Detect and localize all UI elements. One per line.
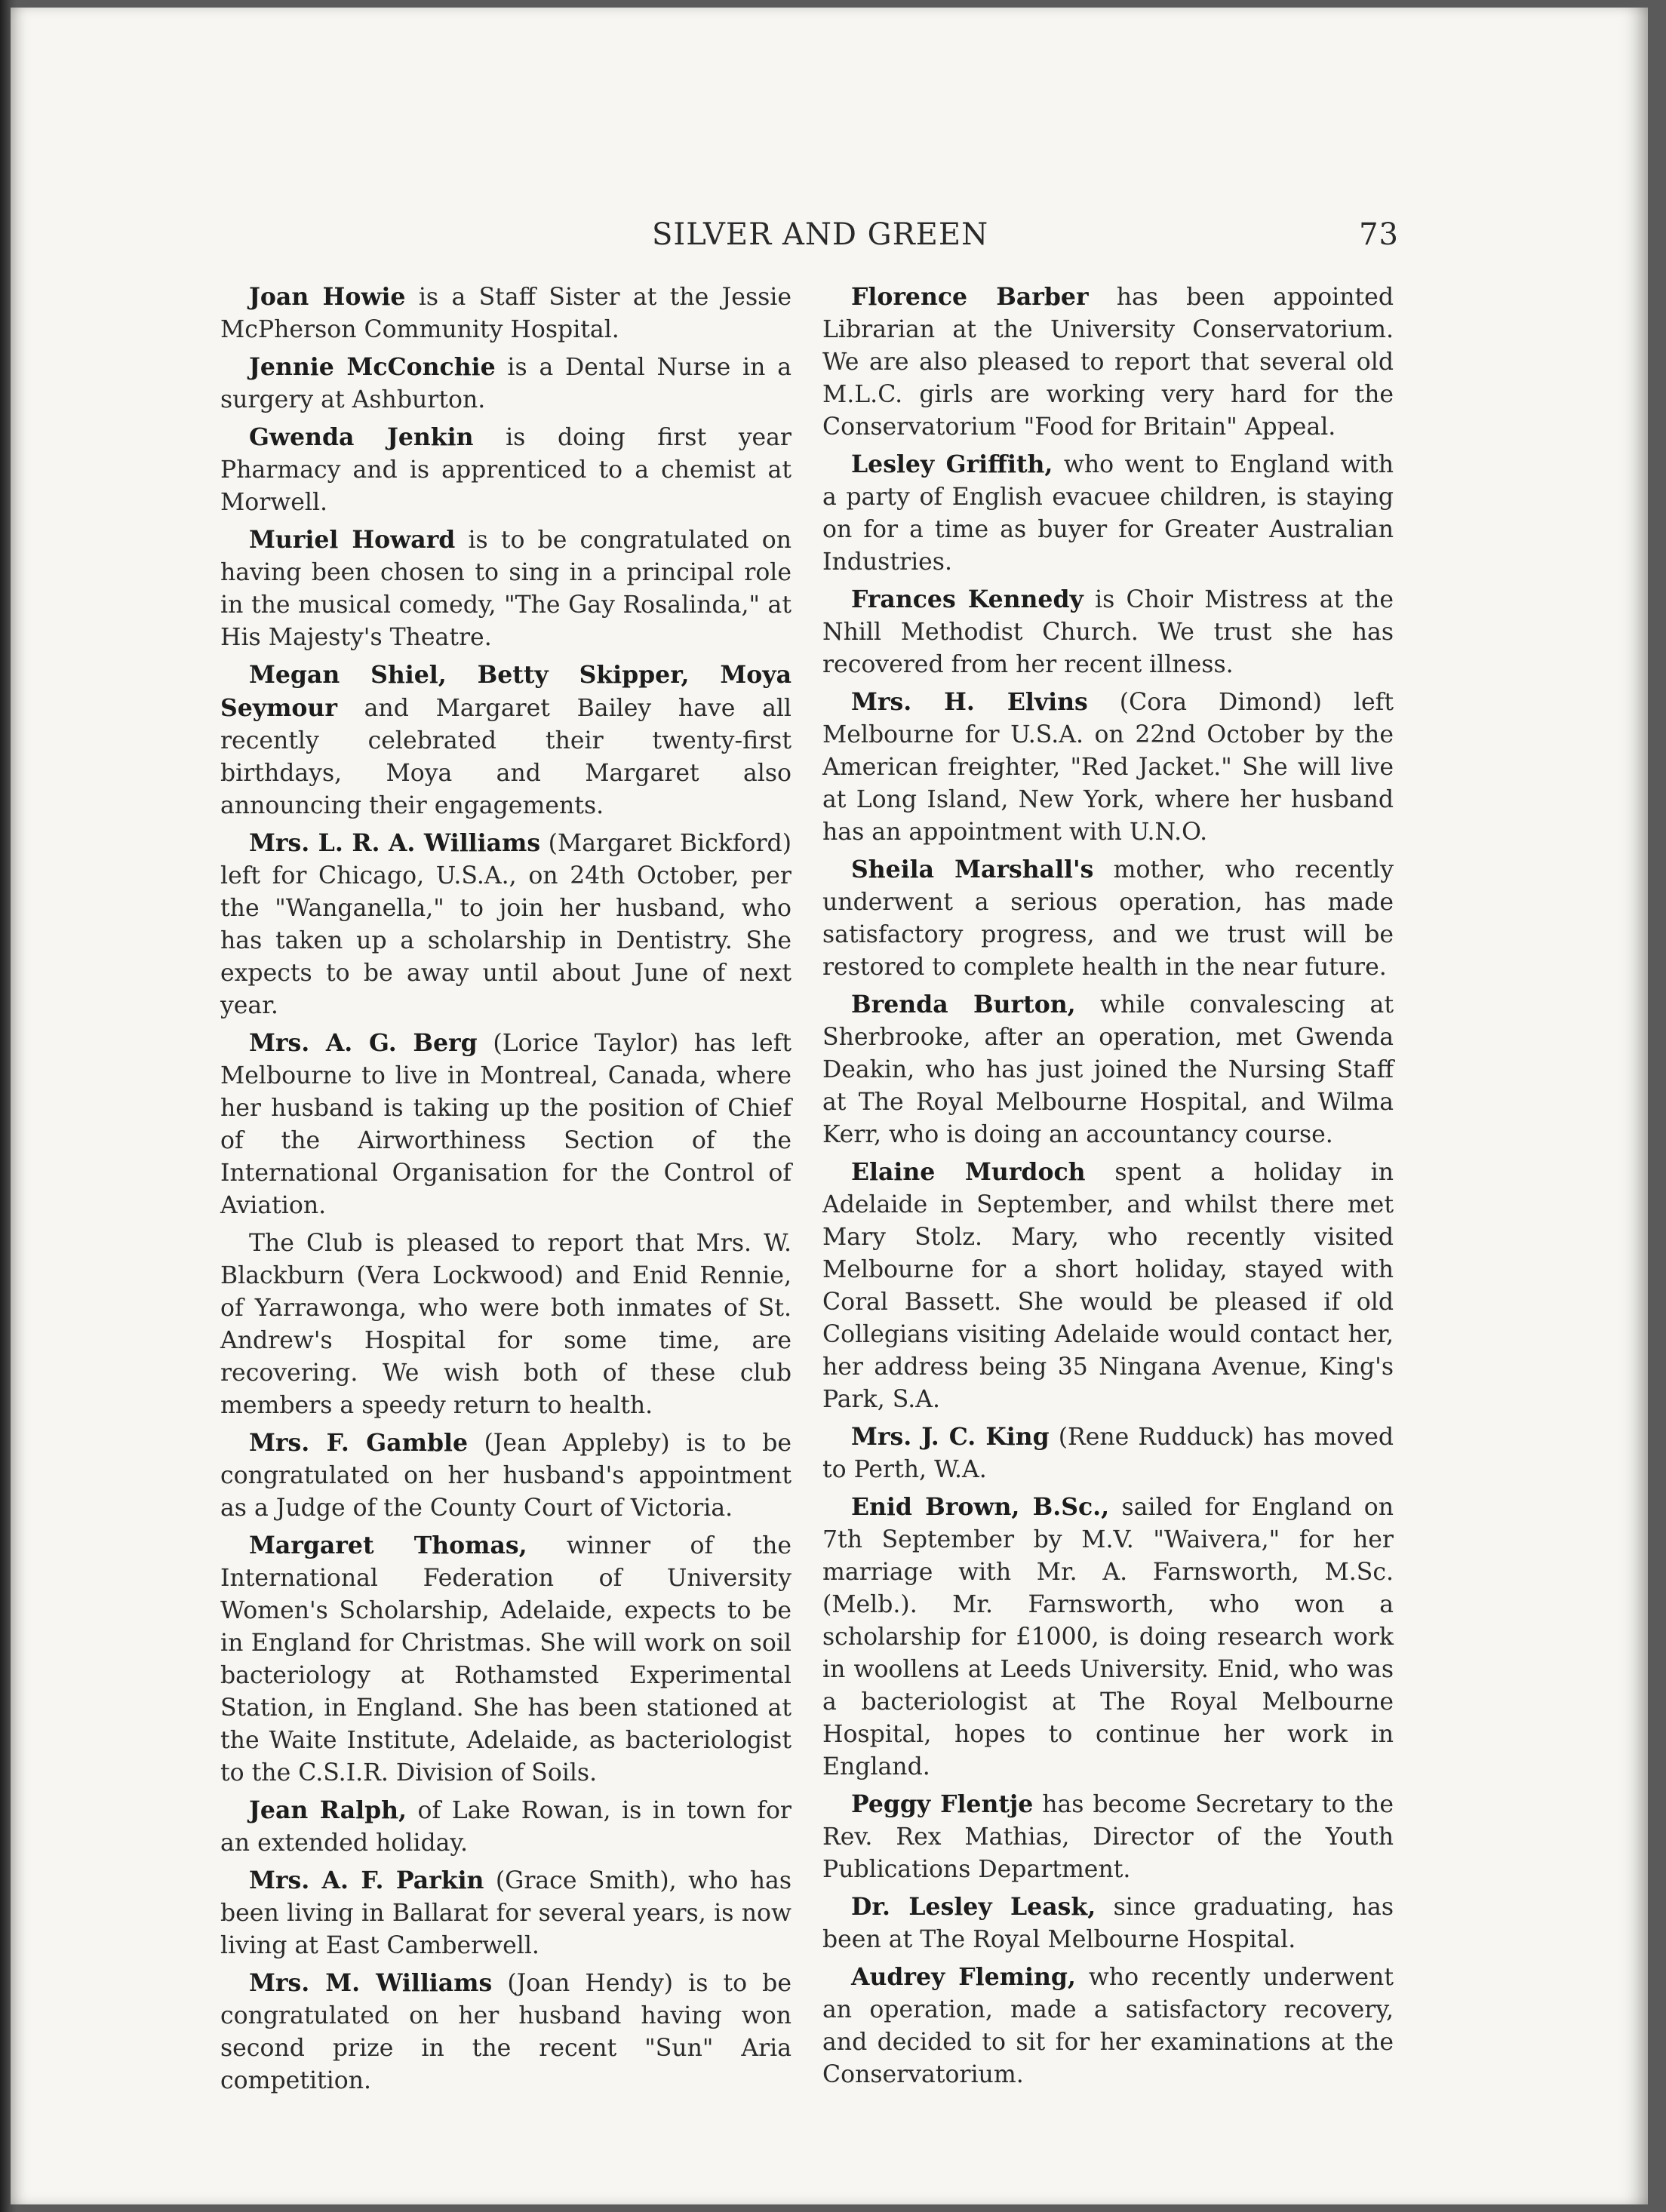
news-text: mother, who recently underwent a serious operation, has made satisfactory progress, and we trust will be restored to complete health in the near future. (822, 856, 1394, 981)
news-text: sailed for England on 7th September by M.V. "Waivera," for her marriage with Mr. A. Farnsworth, M.Sc. (Melb.). Mr. Farnsworth, who won a scholarship for £1000, is doing research work in woollens at Leeds University. Enid, who was a bacteriologist at The Royal Melbourne Hospital, hopes to continue her work in England. (822, 1494, 1394, 1780)
news-text: (Rene Rudduck) has moved to Perth, W.A. (822, 1424, 1394, 1483)
person-name: Megan Shiel, Betty Skipper, Moya Seymour (220, 661, 792, 722)
news-item (220, 421, 792, 519)
person-name: Peggy Flentje (851, 1790, 1034, 1818)
person-name: Margaret Thomas, (249, 1532, 527, 1559)
person-name: Frances Kennedy (851, 585, 1084, 613)
news-item (220, 524, 792, 654)
news-text: who recently underwent an operation, made a satisfactory recovery, and decided to sit for her examinations at the Conservatorium. (822, 1964, 1394, 2088)
news-text: and Margaret Bailey have all recently celebrated their twenty-first birthdays, Moya and Margaret also announcing their engagements. (220, 695, 792, 819)
news-text: is doing first year Pharmacy and is apprenticed to a chemist at Morwell. (220, 424, 792, 516)
news-item (220, 1027, 792, 1222)
person-name: Brenda Burton, (851, 991, 1076, 1018)
news-item (822, 853, 1394, 984)
news-item (220, 1427, 792, 1525)
person-name: Florence Barber (851, 283, 1089, 311)
news-text: is a Staff Sister at the Jessie McPherson Community Hospital. (220, 284, 792, 343)
news-text: (Cora Dimond) left Melbourne for U.S.A. on 22nd October by the American freighter, "Red Jacket." She will live at Long Island, New York, where her husband has an appointment with U.N.O. (822, 689, 1394, 846)
running-title: SILVER AND GREEN (652, 217, 989, 252)
news-text: since graduating, has been at The Royal Melbourne Hospital. (822, 1894, 1394, 1953)
news-item (220, 1967, 792, 2097)
news-text: while convalescing at Sherbrooke, after an operation, met Gwenda Deakin, who has just joined the Nursing Staff at The Royal Melbourne Hospital, and Wilma Kerr, who is doing an accountancy course. (822, 991, 1394, 1148)
news-text: (Jean Appleby) is to be congratulated on her husband's appointment as a Judge of the County Court of Victoria. (220, 1430, 792, 1522)
news-item (822, 583, 1394, 681)
news-text: The Club is pleased to report that Mrs. W. Blackburn (Vera Lockwood) and Enid Rennie, of Yarrawonga, who were both inmates of St. Andrew's Hospital for some time, are recovering. We wish both of these club members a speedy return to health. (220, 1230, 792, 1419)
news-text: spent a holiday in Adelaide in September, and whilst there met Mary Stolz. Mary, who recently visited Melbourne for a short holiday, stayed with Coral Bassett. She would be pleased if old Collegians visiting Adelaide would contact her, her address being 35 Ningana Avenue, King's Park, S.A. (822, 1159, 1394, 1413)
person-name: Mrs. F. Gamble (249, 1429, 468, 1457)
news-text: is Choir Mistress at the Nhill Methodist Church. We trust she has recovered from her recent illness. (822, 586, 1394, 678)
news-item (220, 1864, 792, 1962)
news-item (220, 1227, 792, 1422)
person-name: Mrs. H. Elvins (851, 688, 1088, 716)
news-item (220, 1794, 792, 1860)
news-item (822, 686, 1394, 849)
person-name: Jean Ralph, (249, 1796, 407, 1824)
news-text: who went to England with a party of English evacuee children, is staying on for a time as buyer for Greater Australian Industries. (822, 451, 1394, 576)
person-name: Elaine Murdoch (851, 1158, 1086, 1186)
news-text: has become Secretary to the Rev. Rex Mathias, Director of the Youth Publications Department. (822, 1791, 1394, 1883)
person-name: Audrey Fleming, (851, 1963, 1076, 1991)
news-item (220, 351, 792, 416)
page-number: 73 (1359, 217, 1399, 252)
news-item (822, 281, 1394, 444)
news-text: (Margaret Bickford) left for Chicago, U.S.A., on 24th October, per the "Wanganella," to join her husband, who has taken up a scholarship in Dentistry. She expects to be away until about June of next year. (220, 830, 792, 1019)
news-text: is a Dental Nurse in a surgery at Ashburton. (220, 354, 792, 413)
left-column (220, 281, 792, 2102)
news-item (822, 1891, 1394, 1956)
news-text: (Grace Smith), who has been living in Ballarat for several years, is now living at East Camberwell. (220, 1867, 792, 1959)
person-name: Jennie McConchie (249, 353, 496, 381)
person-name: Muriel Howard (249, 526, 456, 554)
right-column (822, 281, 1394, 2096)
person-name: Enid Brown, B.Sc., (851, 1493, 1110, 1521)
news-text: of Lake Rowan, is in town for an extended holiday. (220, 1797, 792, 1857)
news-text: winner of the International Federation of University Women's Scholarship, Adelaide, expects to be in England for Christmas. She will work on soil bacteriology at Rothamsted Experimental Station, in England. She has been stationed at the Waite Institute, Adelaide, as bacteriologist to the C.S.I.R. Division of Soils. (220, 1532, 792, 1786)
news-item (822, 1961, 1394, 2091)
news-item (822, 1788, 1394, 1886)
person-name: Lesley Griffith, (851, 450, 1053, 478)
news-text: has been appointed Librarian at the University Conservatorium. We are also pleased to report that several old M.L.C. girls are working very hard for the Conservatorium "Food for Britain" Appeal. (822, 284, 1394, 441)
news-item (220, 1529, 792, 1790)
page-header (237, 217, 1414, 263)
news-text: (Joan Hendy) is to be congratulated on her husband having won second prize in the recent "Sun" Aria competition. (220, 1970, 792, 2094)
person-name: Mrs. J. C. King (851, 1423, 1050, 1451)
person-name: Dr. Lesley Leask, (851, 1893, 1096, 1921)
person-name: Mrs. M. Williams (249, 1969, 493, 1997)
news-item (220, 281, 792, 346)
person-name: Mrs. A. F. Parkin (249, 1866, 484, 1894)
person-name: Sheila Marshall's (851, 856, 1094, 883)
news-item (822, 1491, 1394, 1783)
news-text: (Lorice Taylor) has left Melbourne to live in Montreal, Canada, where her husband is taking up the position of Chief of the Airworthiness Section of the International Organisation for the Control of Aviation. (220, 1030, 792, 1219)
news-item (822, 448, 1394, 579)
news-item (220, 659, 792, 822)
news-item (822, 1421, 1394, 1486)
news-text: is to be congratulated on having been chosen to sing in a principal role in the musical comedy, "The Gay Rosalinda," at His Majesty's Theatre. (220, 527, 792, 651)
person-name: Mrs. L. R. A. Williams (249, 829, 541, 857)
news-item (822, 1156, 1394, 1416)
person-name: Gwenda Jenkin (249, 423, 474, 451)
news-item (220, 827, 792, 1022)
news-item (822, 988, 1394, 1151)
person-name: Mrs. A. G. Berg (249, 1029, 478, 1057)
person-name: Joan Howie (249, 283, 406, 311)
